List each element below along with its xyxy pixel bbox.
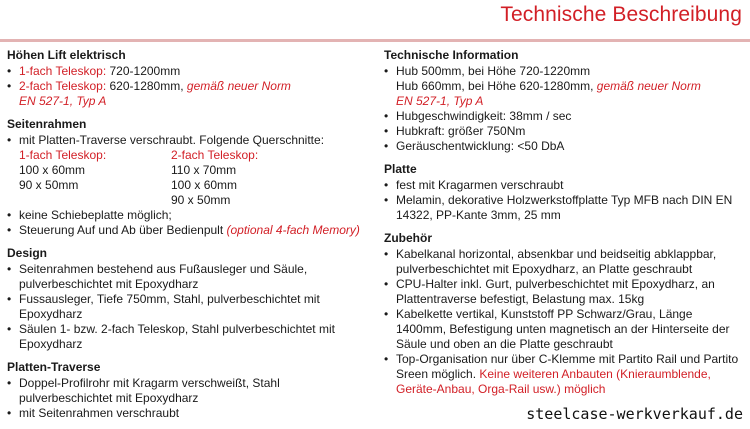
cross-section-table [19, 148, 258, 208]
section-title: Zubehör [384, 231, 432, 245]
telescope-2-label: 2-fach Teleskop: [19, 79, 107, 93]
list-item: • Kabelkanal horizontal, absenkbar und beidseitig abklappbar, pulverbeschichtet mit Epoxydharz, an Platte geschraubt [384, 247, 744, 277]
section-zubehoer [384, 231, 744, 397]
seitenrahmen-list-2 [7, 208, 369, 238]
list-item: • Doppel-Profilrohr mit Kragarm verschweißt, Stahl pulverbeschichtet mit Epoxydharz [7, 376, 369, 406]
table-cell: 100 x 60mm [19, 163, 86, 177]
section-seitenrahmen [7, 117, 369, 238]
section-title: Design [7, 246, 48, 260]
header-divider [0, 39, 750, 42]
table-cell: 90 x 50mm [171, 193, 231, 207]
list-item: • keine Schiebeplatte möglich; [7, 208, 369, 223]
section-platte [384, 162, 744, 223]
table-cell: 90 x 50mm [19, 178, 79, 192]
right-column [384, 48, 744, 405]
section-platten-traverse [7, 360, 369, 421]
norm-note-2: EN 527-1, Typ A [396, 94, 484, 108]
list-item: • mit Platten-Traverse verschraubt. Folgende Querschnitte: [7, 133, 369, 148]
section-title: Seitenrahmen [7, 117, 87, 131]
info-list [384, 64, 744, 154]
list-item [384, 352, 744, 397]
seitenrahmen-list [7, 133, 369, 148]
left-column [7, 48, 369, 429]
list-item [7, 64, 369, 79]
no-attachments-note: Keine weiteren Anbauten (Knieraumblende, Geräte-Anbau, Orga-Rail usw.) möglich [396, 367, 711, 396]
section-hoehen-lift [7, 48, 369, 109]
top-organisation-text: Top-Organisation nur über C-Klemme mit Partito Rail und Partito Sreen möglich. [396, 352, 739, 381]
list-item: • Kabelkette vertikal, Kunststoff PP Schwarz/Grau, Länge 1400mm, Befestigung unten magnetisch an der Hinterseite der Säule und oben an die Platte geschraubt [384, 307, 744, 352]
list-item: • mit Seitenrahmen verschraubt [7, 406, 369, 421]
table-cell [19, 193, 171, 208]
design-list [7, 262, 369, 352]
list-item: • Geräuschentwicklung: <50 DbA [384, 139, 744, 154]
table-row [19, 178, 258, 193]
table-cell: 110 x 70mm [171, 163, 237, 177]
list-item: • fest mit Kragarmen verschraubt [384, 178, 744, 193]
section-title: Platten-Traverse [7, 360, 101, 374]
section-technische-information [384, 48, 744, 154]
traverse-list [7, 376, 369, 421]
table-cell: 100 x 60mm [171, 178, 238, 192]
page-title: Technische Beschreibung [500, 3, 742, 26]
section-title: Technische Information [384, 48, 519, 62]
control-text: Steuerung Auf und Ab über Bedienpult [19, 223, 227, 237]
list-item [7, 79, 369, 109]
watermark: steelcase-werkverkauf.de [526, 405, 743, 423]
list-item: • Fussausleger, Tiefe 750mm, Stahl, pulverbeschichtet mit Epoxydharz [7, 292, 369, 322]
list-item: • Seitenrahmen bestehend aus Fußausleger und Säule, pulverbeschichtet mit Epoxydharz [7, 262, 369, 292]
table-header-cell: 2-fach Teleskop: [171, 148, 259, 162]
list-item: • Hubkraft: größer 750Nm [384, 124, 744, 139]
memory-note: (optional 4-fach Memory) [226, 223, 360, 237]
section-title: Höhen Lift elektrisch [7, 48, 126, 62]
section-title: Platte [384, 162, 417, 176]
norm-note: gemäß neuer Norm [596, 79, 701, 93]
list-item: • CPU-Halter inkl. Gurt, pulverbeschichtet mit Epoxydharz, an Plattentraverse befestigt, Belastung max. 15kg [384, 277, 744, 307]
list-item [384, 64, 744, 109]
lift-list [7, 64, 369, 109]
table-header-row [19, 148, 258, 163]
platte-list [384, 178, 744, 223]
telescope-1-label: 1-fach Teleskop: [19, 64, 107, 78]
table-row [19, 193, 258, 208]
list-item: • Melamin, dekorative Holzwerkstoffplatte Typ MFB nach DIN EN 14322, PP-Kante 3mm, 25 mm [384, 193, 744, 223]
hub-line-1: • Hub 500mm, bei Höhe 720-1220mm [396, 64, 591, 78]
table-header-cell: 1-fach Teleskop: [19, 148, 107, 162]
norm-note-2: EN 527-1, Typ A [19, 94, 107, 108]
list-item: • Säulen 1- bzw. 2-fach Teleskop, Stahl pulverbeschichtet mit Epoxydharz [7, 322, 369, 352]
list-item: • Hubgeschwindigkeit: 38mm / sec [384, 109, 744, 124]
norm-note: gemäß neuer Norm [186, 79, 291, 93]
list-item [7, 223, 369, 238]
hub-line-2: Hub 660mm, bei Höhe 620-1280mm, [396, 79, 597, 93]
section-design [7, 246, 369, 352]
zubehoer-list [384, 247, 744, 397]
telescope-1-value: 720-1200mm [106, 64, 181, 78]
table-row [19, 163, 258, 178]
telescope-2-value: 620-1280mm, [106, 79, 187, 93]
